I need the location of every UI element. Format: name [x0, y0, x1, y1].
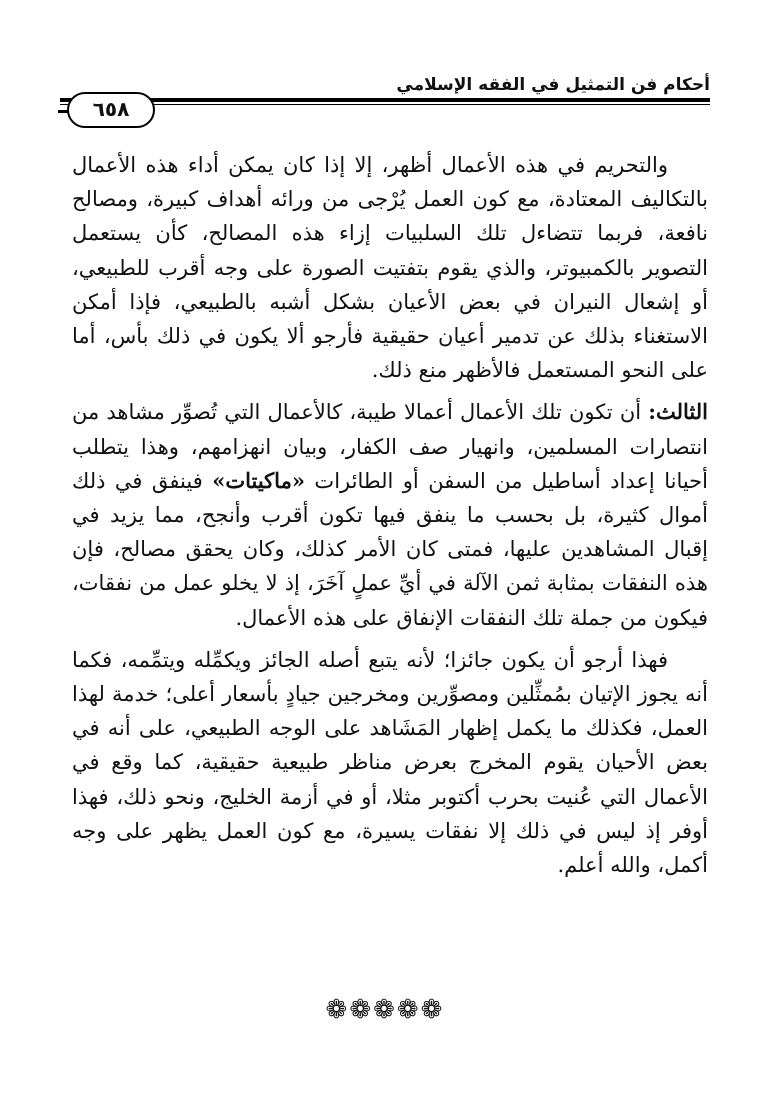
paragraph-1: والتحريم في هذه الأعمال أظهر، إلا إذا كان يمكن أداء هذه الأعمال بالتكاليف المعتادة، مع كون العمل يُرْجى من ورائه أهداف كبيرة، ومصالح نافعة، فربما تتضاءل تلك السلبيات إزاء هذه المصالح، كأن يستعمل التصوير بالكمبيوتر، والذي يقوم بتفتيت الصورة على وجه أقرب للطبيعي، أو إشعال النيران في بعض الأعيان بشكل أشبه بالطبيعي، فإذا أمكن الاستغناء بذلك عن تدمير أعيان حقيقية فأرجو ألا يكون في ذلك بأس، أما على النحو المستعمل فالأظهر منع ذلك.	[72, 153, 708, 383]
page-header	[60, 70, 710, 130]
page-number: ٦٥٨	[67, 92, 155, 128]
page-body	[72, 148, 708, 882]
paragraph-2-bold-term: «ماكيتات»	[212, 467, 305, 493]
paragraph-2	[72, 395, 708, 634]
paragraph-3: فهذا أرجو أن يكون جائزا؛ لأنه يتبع أصله الجائز ويكمِّله ويتمِّمه، فكما أنه يجوز الإتيان بمُمثِّلين ومصوِّرين ومخرجين جيادٍ بأسعار أعلى؛ خدمة لهذا العمل، فكذلك ما يكمل إظهار المَشَاهد على الوجه الطبيعي، على أنه في بعض الأحيان يقوم المخرج بعرض مناظر طبيعية حقيقية، كما وقع في الأعمال التي عُنيت بحرب أكتوبر مثلا، أو في أزمة الخليج، ونحو ذلك، فهذا أوفر إذ ليس في ذلك إلا نفقات يسيرة، مع كون العمل يظهر على وجه أكمل، والله أعلم.	[72, 647, 708, 878]
header-rule-thick	[60, 98, 710, 102]
paragraph-2-text-a: أن تكون تلك الأعمال أعمالا طيبة، كالأعمال التي تُصوِّر مشاهد من انتصارات المسلمين، وانهيار صف الكفار، وبيان انهزامهم، وهذا يتطلب أحيانا إعداد أساطيل من السفن أو الطائرات	[72, 400, 708, 493]
running-title: أحكام فن التمثيل في الفقه الإسلامي	[396, 75, 710, 95]
paragraph-2-lead: الثالث:	[648, 399, 708, 425]
paragraph-2-text-b: فينفق في ذلك أموال كثيرة، بل بحسب ما ينفق فيها تكون أقرب وأنجح، مما يزيد في إقبال المشاهدين عليها، فمتى كان الأمر كذلك، وكان يحقق مصالح، فإن هذه النفقات بمثابة ثمن الآلة في أيِّ عملٍ آخَرَ، إذ لا يخلو عمل من نفقات، فيكون من جملة تلك النفقات الإنفاق على هذه الأعمال.	[72, 468, 708, 630]
header-rule-thin	[60, 104, 710, 105]
end-ornament: ❁❁❁❁❁	[325, 995, 445, 1025]
